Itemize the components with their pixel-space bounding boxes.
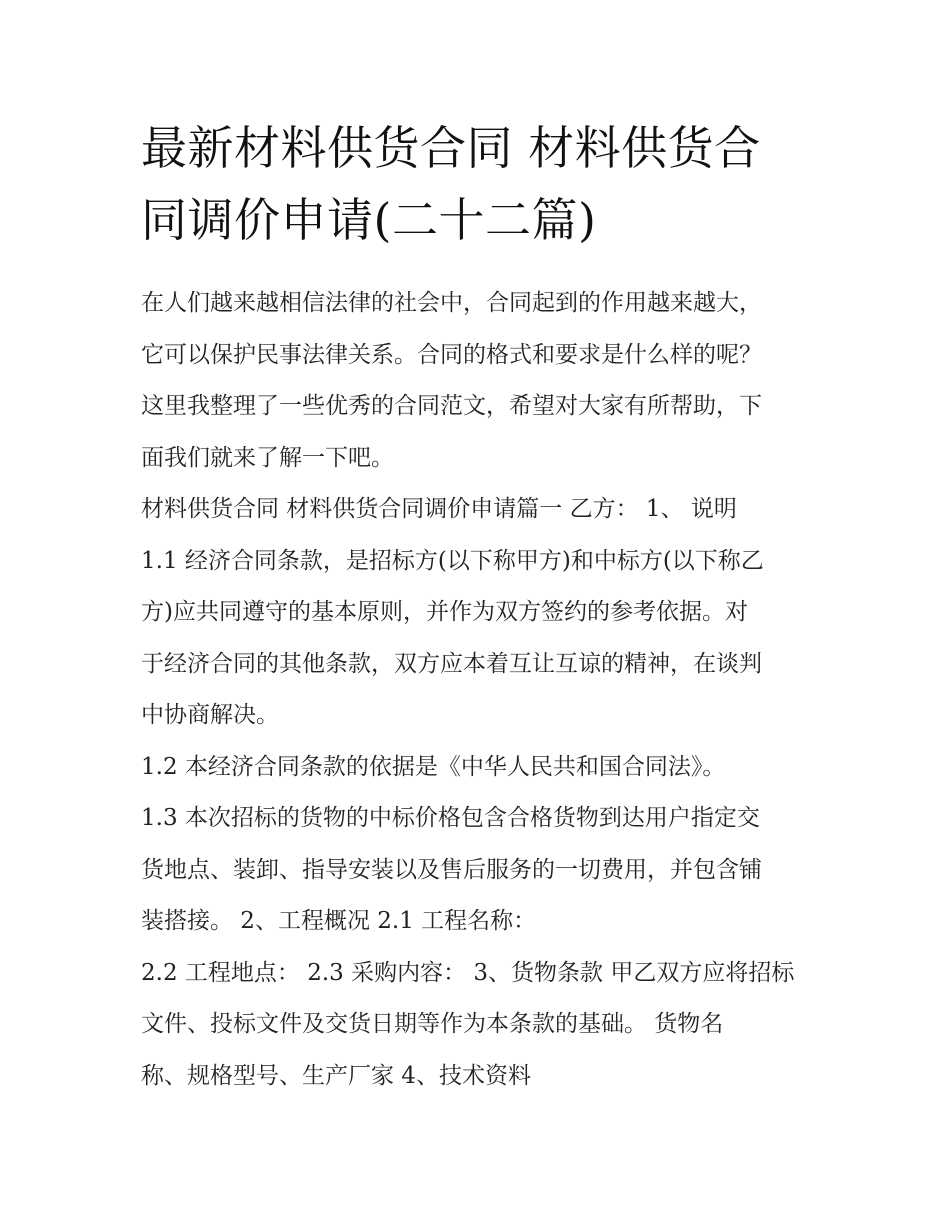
body-line: 面我们就来了解一下吧。 (141, 444, 394, 471)
clause-1-1-line: 1.1 经济合同条款，是招标方(以下称甲方)和中标方(以下称乙 (141, 547, 764, 574)
clause-3-line: 称、规格型号、生产厂家 4、技术资料 (141, 1062, 531, 1089)
clause-1-1-line: 中协商解决。 (141, 702, 279, 728)
clause-1-3-line: 货地点、装卸、指导安装以及售后服务的一切费用，并包含铺 (141, 856, 762, 883)
title-line-2: 同调价申请(二十二篇) (141, 193, 597, 247)
clause-1-2-line: 1.2 本经济合同条款的依据是《中华人民共和国合同法》。 (141, 753, 726, 780)
clause-1-1-line: 于经济合同的其他条款，双方应本着互让互谅的精神，在谈判 (141, 650, 762, 677)
body-line: 它可以保护民事法律关系。合同的格式和要求是什么样的呢？ (141, 341, 762, 368)
body-line: 这里我整理了一些优秀的合同范文，希望对大家有所帮助，下 (141, 393, 762, 419)
document-page (141, 112, 821, 1102)
clause-2-line: 装搭接。 2、工程概况 2.1 工程名称： (141, 908, 537, 934)
title-line-1: 最新材料供货合同 材料供货合 (141, 121, 761, 175)
clause-1-1-line: 方)应共同遵守的基本原则，并作为双方签约的参考依据。对 (141, 599, 748, 625)
document-title (141, 112, 821, 256)
clause-1-3-line: 1.3 本次招标的货物的中标价格包含合格货物到达用户指定交 (141, 805, 760, 831)
clause-3-line: 文件、投标文件及交货日期等作为本条款的基础。 货物名 (141, 1011, 724, 1037)
clause-2-2-line: 2.2 工程地点： 2.3 采购内容： 3、货物条款 甲乙双方应将招标 (141, 959, 795, 986)
document-body (141, 278, 821, 1102)
body-line: 在人们越来越相信法律的社会中，合同起到的作用越来越大， (141, 290, 762, 316)
section-heading-line: 材料供货合同 材料供货合同调价申请篇一 乙方： 1、 说明 (141, 496, 737, 522)
